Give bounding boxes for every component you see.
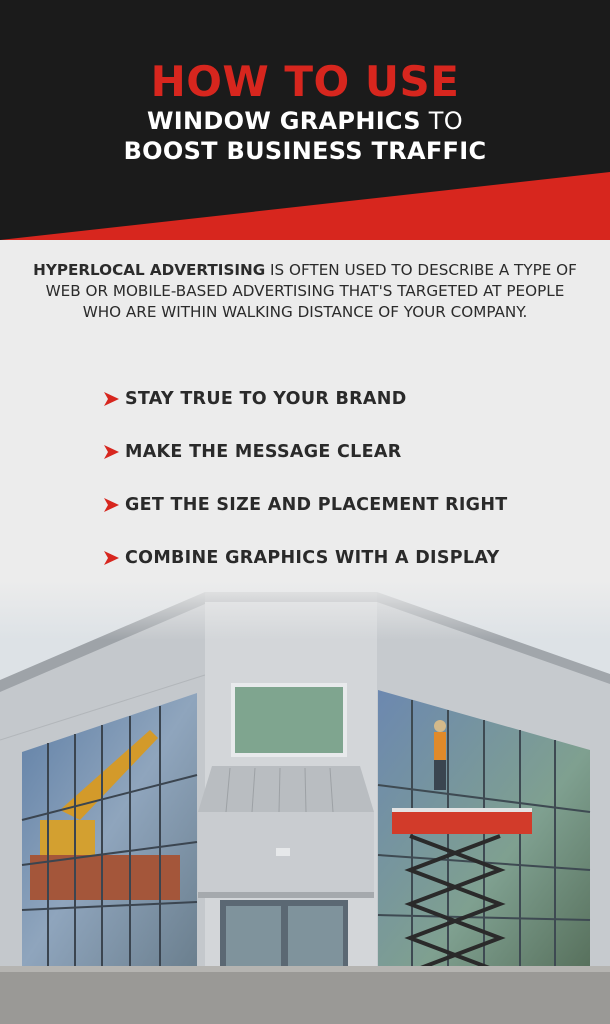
title-line-3: BOOST BUSINESS TRAFFIC — [123, 137, 487, 165]
red-arrow-icon — [104, 445, 119, 459]
title-block — [0, 58, 610, 166]
intro-paragraph — [28, 260, 582, 323]
storefront-photo — [0, 580, 610, 1024]
title-line-2 — [0, 106, 610, 136]
list-item — [104, 372, 508, 425]
tips-list — [104, 372, 508, 584]
tip-text: MAKE THE MESSAGE CLEAR — [125, 441, 402, 462]
title-line-2-bold: WINDOW GRAPHICS — [147, 107, 421, 135]
list-item — [104, 531, 508, 584]
title-line-2-rest: TO — [420, 107, 463, 135]
entrance-canopy — [198, 766, 374, 812]
tip-text: COMBINE GRAPHICS WITH A DISPLAY — [125, 547, 500, 568]
red-arrow-icon — [104, 551, 119, 565]
tip-text: STAY TRUE TO YOUR BRAND — [125, 388, 407, 409]
red-arrow-icon — [104, 498, 119, 512]
intro-text: IS OFTEN USED TO DESCRIBE A TYPE OF WEB OR MOBILE-BASED ADVERTISING THAT'S TARGETED AT PEOPLE WHO ARE WITHIN WALKING DISTANCE OF YOUR COMPANY. — [45, 261, 577, 321]
intro-bold-lead: HYPERLOCAL ADVERTISING — [33, 261, 266, 279]
upper-window — [233, 685, 345, 755]
tip-text: GET THE SIZE AND PLACEMENT RIGHT — [125, 494, 508, 515]
title-line-1: HOW TO USE — [150, 57, 460, 106]
red-arrow-icon — [104, 392, 119, 406]
list-item — [104, 478, 508, 531]
list-item — [104, 425, 508, 478]
header-banner — [0, 0, 610, 240]
